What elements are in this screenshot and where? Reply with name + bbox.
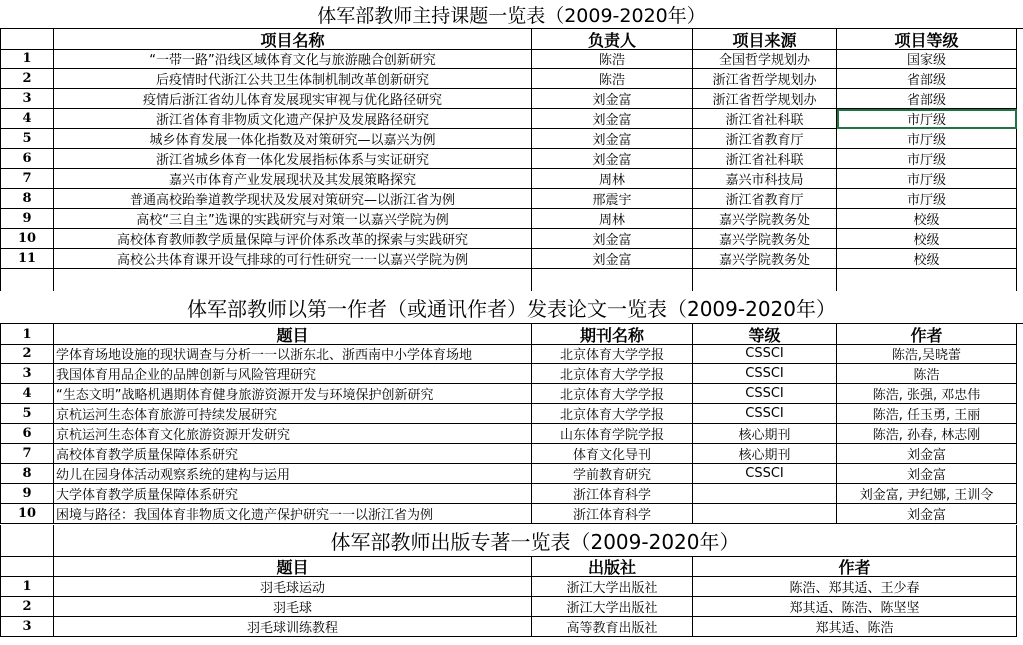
projects-leader-cell[interactable]: 陈浩 — [532, 69, 693, 89]
books-author-cell[interactable]: 陈浩、郑其适、王少春 — [693, 577, 1017, 597]
table-row — [0, 249, 1023, 269]
table-row — [0, 69, 1023, 89]
books-header-publisher[interactable]: 出版社 — [532, 557, 693, 577]
projects-header-level[interactable]: 项目等级 — [837, 29, 1017, 50]
books-no-cell[interactable]: 2 — [0, 597, 54, 617]
papers-no-cell[interactable]: 4 — [0, 384, 54, 404]
projects-source-cell[interactable]: 浙江省哲学规划办 — [693, 89, 837, 109]
papers-grade-cell[interactable]: CSSCI — [693, 464, 837, 484]
table-row — [0, 597, 1023, 617]
papers-journal-cell[interactable]: 北京体育大学学报 — [532, 384, 693, 404]
projects-leader-cell[interactable]: 刘金富 — [532, 89, 693, 109]
table-row — [0, 189, 1023, 209]
papers-no-cell[interactable]: 10 — [0, 504, 54, 524]
books-header-no[interactable] — [0, 557, 54, 577]
projects-name-cell[interactable]: 嘉兴市体育产业发展现状及其发展策略探究 — [54, 169, 532, 189]
papers-grade-cell[interactable]: 核心期刊 — [693, 424, 837, 444]
projects-level-cell[interactable]: 市厅级 — [837, 169, 1017, 189]
projects-name-cell[interactable]: 高校公共体育课开设气排球的可行性研究一一以嘉兴学院为例 — [54, 249, 532, 269]
papers-grade-cell[interactable]: CSSCI — [693, 384, 837, 404]
projects-name-cell[interactable]: 浙江省体育非物质文化遗产保护及发展路径研究 — [54, 109, 532, 129]
papers-no-cell[interactable]: 2 — [0, 344, 54, 364]
projects-source-cell[interactable]: 浙江省社科联 — [693, 109, 837, 129]
projects-name-cell[interactable]: 城乡体育发展一体化指数及对策研究—以嘉兴为例 — [54, 129, 532, 149]
projects-leader-cell[interactable]: 周林 — [532, 169, 693, 189]
projects-header-no[interactable] — [0, 29, 54, 50]
table-row — [0, 129, 1023, 149]
projects-no-cell[interactable]: 5 — [0, 129, 54, 149]
papers-author-cell[interactable]: 陈浩 — [837, 364, 1017, 384]
projects-title: 体军部教师主持课题一览表（2009-2020年） — [317, 4, 706, 27]
papers-author-cell[interactable]: 刘金富, 尹纪娜, 王训令 — [837, 484, 1017, 504]
papers-author-cell[interactable]: 陈浩, 任玉勇, 王丽 — [837, 404, 1017, 424]
projects-header-name[interactable]: 项目名称 — [54, 29, 532, 50]
projects-no-cell[interactable]: 2 — [0, 69, 54, 89]
books-author-cell[interactable]: 郑其适、陈浩 — [693, 617, 1017, 637]
papers-grade-cell[interactable]: CSSCI — [693, 364, 837, 384]
papers-grade-cell[interactable] — [693, 484, 837, 504]
projects-no-cell[interactable]: 8 — [0, 189, 54, 209]
projects-source-cell[interactable]: 全国哲学规划办 — [693, 49, 837, 69]
papers-no-cell[interactable]: 5 — [0, 404, 54, 424]
projects-no-cell[interactable]: 9 — [0, 209, 54, 229]
empty-cell[interactable] — [0, 269, 54, 291]
papers-journal-cell[interactable]: 学前教育研究 — [532, 464, 693, 484]
projects-source-cell[interactable]: 嘉兴学院教务处 — [693, 229, 837, 249]
projects-name-cell[interactable]: 疫情后浙江省幼儿体育发展现实审视与优化路径研究 — [54, 89, 532, 109]
books-title: 体军部教师出版专著一览表（2009-2020年） — [54, 525, 1017, 557]
table-row — [0, 109, 1023, 129]
papers-header-no[interactable]: 1 — [0, 324, 54, 345]
projects-name-cell[interactable]: 浙江省城乡体育一体化发展指标体系与实证研究 — [54, 149, 532, 169]
papers-grade-cell[interactable]: 核心期刊 — [693, 444, 837, 464]
projects-source-cell[interactable]: 浙江省哲学规划办 — [693, 69, 837, 89]
projects-no-cell[interactable]: 1 — [0, 49, 54, 69]
projects-level-cell[interactable]: 校级 — [837, 209, 1017, 229]
table-row — [0, 229, 1023, 249]
papers-no-cell[interactable]: 6 — [0, 424, 54, 444]
projects-no-cell[interactable]: 7 — [0, 169, 54, 189]
projects-leader-cell[interactable]: 周林 — [532, 209, 693, 229]
projects-level-cell[interactable]: 校级 — [837, 249, 1017, 269]
books-publisher-cell[interactable]: 高等教育出版社 — [532, 617, 693, 637]
projects-name-cell[interactable]: 普通高校跆拳道教学现状及发展对策研究—以浙江省为例 — [54, 189, 532, 209]
papers-author-cell[interactable]: 陈浩, 张强, 邓忠伟 — [837, 384, 1017, 404]
papers-journal-cell[interactable]: 浙江体育科学 — [532, 484, 693, 504]
table-row — [0, 49, 1023, 69]
projects-level-cell[interactable]: 市厅级 — [837, 129, 1017, 149]
papers-author-cell[interactable]: 刘金富 — [837, 464, 1017, 484]
papers-no-cell[interactable]: 3 — [0, 364, 54, 384]
papers-title-cell[interactable]: 困境与路径：我国体育非物质文化遗产保护研究一一以浙江省为例 — [54, 504, 532, 524]
books-title-cell[interactable]: 羽毛球训练教程 — [54, 617, 532, 637]
table-row — [0, 149, 1023, 169]
projects-leader-cell[interactable]: 刘金富 — [532, 229, 693, 249]
projects-name-cell[interactable]: “一带一路”沿线区域体育文化与旅游融合创新研究 — [54, 49, 532, 69]
projects-leader-cell[interactable]: 刘金富 — [532, 249, 693, 269]
books-no-cell[interactable]: 3 — [0, 617, 54, 637]
table-row — [0, 404, 1023, 424]
table-row — [0, 89, 1023, 109]
projects-source-cell[interactable]: 浙江省教育厅 — [693, 189, 837, 209]
papers-journal-cell[interactable]: 浙江体育科学 — [532, 504, 693, 524]
papers-title-cell[interactable]: 学体育场地设施的现状调查与分析一一以浙东北、浙西南中小学体育场地 — [54, 344, 532, 364]
projects-source-cell[interactable]: 浙江省教育厅 — [693, 129, 837, 149]
papers-title-cell[interactable]: “生态文明”战略机遇期体育健身旅游资源开发与环境保护创新研究 — [54, 384, 532, 404]
table-row — [0, 577, 1023, 597]
projects-leader-cell[interactable]: 刘金富 — [532, 149, 693, 169]
projects-header-source[interactable]: 项目来源 — [693, 29, 837, 50]
projects-no-cell[interactable]: 10 — [0, 229, 54, 249]
papers-journal-cell[interactable]: 山东体育学院学报 — [532, 424, 693, 444]
papers-journal-cell[interactable]: 体育文化导刊 — [532, 444, 693, 464]
projects-level-cell[interactable]: 市厅级 — [837, 109, 1017, 129]
papers-grade-cell[interactable] — [693, 504, 837, 524]
papers-header-grade[interactable]: 等级 — [693, 324, 837, 345]
books-title-row — [0, 525, 1023, 557]
table-row — [0, 384, 1023, 404]
papers-author-cell[interactable]: 刘金富 — [837, 444, 1017, 464]
table-row — [0, 344, 1023, 364]
books-header-title[interactable]: 题目 — [54, 557, 532, 577]
papers-title-cell[interactable]: 我国体育用品企业的品牌创新与风险管理研究 — [54, 364, 532, 384]
projects-name-cell[interactable]: 高校体育教师教学质量保障与评价体系改革的探索与实践研究 — [54, 229, 532, 249]
papers-header-row — [0, 323, 1023, 345]
papers-journal-cell[interactable]: 北京体育大学学报 — [532, 364, 693, 384]
projects-name-cell[interactable]: 后疫情时代浙江公共卫生体制机制改革创新研究 — [54, 69, 532, 89]
empty-cell[interactable] — [532, 269, 693, 291]
projects-name-cell[interactable]: 高校“三自主”选课的实践研究与对策一以嘉兴学院为例 — [54, 209, 532, 229]
books-no-cell[interactable]: 1 — [0, 577, 54, 597]
papers-no-cell[interactable]: 8 — [0, 464, 54, 484]
projects-no-cell[interactable]: 6 — [0, 149, 54, 169]
papers-title-cell[interactable]: 幼儿在园身体活动观察系统的建构与运用 — [54, 464, 532, 484]
books-header-author[interactable]: 作者 — [693, 557, 1017, 577]
projects-leader-cell[interactable]: 刘金富 — [532, 129, 693, 149]
projects-level-cell[interactable]: 国家级 — [837, 49, 1017, 69]
papers-author-cell[interactable]: 刘金富 — [837, 504, 1017, 524]
papers-title-cell[interactable]: 京杭运河生态体育旅游可持续发展研究 — [54, 404, 532, 424]
books-title-no-cell[interactable] — [0, 525, 54, 557]
table-row — [0, 617, 1023, 637]
projects-level-cell[interactable]: 市厅级 — [837, 189, 1017, 209]
projects-level-cell[interactable]: 市厅级 — [837, 149, 1017, 169]
empty-cell[interactable] — [54, 269, 532, 291]
projects-level-cell[interactable]: 省部级 — [837, 89, 1017, 109]
projects-header-leader[interactable]: 负责人 — [532, 29, 693, 50]
papers-grade-cell[interactable]: CSSCI — [693, 404, 837, 424]
papers-journal-cell[interactable]: 北京体育大学学报 — [532, 344, 693, 364]
papers-title: 体军部教师以第一作者（或通讯作者）发表论文一览表（2009-2020年） — [186, 296, 836, 321]
papers-journal-cell[interactable]: 北京体育大学学报 — [532, 404, 693, 424]
projects-no-cell[interactable]: 11 — [0, 249, 54, 269]
papers-header-journal[interactable]: 期刊名称 — [532, 324, 693, 345]
table-row — [0, 504, 1023, 524]
papers-title-cell[interactable]: 高校体育教学质量保障体系研究 — [54, 444, 532, 464]
papers-author-cell[interactable]: 陈浩,吴晓蕾 — [837, 344, 1017, 364]
projects-no-cell[interactable]: 3 — [0, 89, 54, 109]
empty-cell[interactable] — [837, 269, 1017, 291]
empty-cell[interactable] — [693, 269, 837, 291]
projects-header-row — [0, 28, 1023, 50]
papers-title-cell[interactable]: 京杭运河生态体育文化旅游资源开发研究 — [54, 424, 532, 444]
papers-header-author[interactable]: 作者 — [837, 324, 1017, 345]
table-row — [0, 364, 1023, 384]
papers-title-cell[interactable]: 大学体育教学质量保障体系研究 — [54, 484, 532, 504]
projects-level-cell[interactable]: 校级 — [837, 229, 1017, 249]
table-row — [0, 444, 1023, 464]
projects-leader-cell[interactable]: 陈浩 — [532, 49, 693, 69]
books-header-row — [0, 557, 1023, 577]
projects-no-cell[interactable]: 4 — [0, 109, 54, 129]
books-author-cell[interactable]: 郑其适、陈浩、陈坚坚 — [693, 597, 1017, 617]
books-title-cell[interactable]: 羽毛球运动 — [54, 577, 532, 597]
papers-grade-cell[interactable]: CSSCI — [693, 344, 837, 364]
table-row-empty — [0, 269, 1023, 291]
table-row — [0, 209, 1023, 229]
table-row — [0, 169, 1023, 189]
projects-level-cell[interactable]: 省部级 — [837, 69, 1017, 89]
projects-source-cell[interactable]: 嘉兴学院教务处 — [693, 209, 837, 229]
projects-leader-cell[interactable]: 邢震宇 — [532, 189, 693, 209]
books-title-cell[interactable]: 羽毛球 — [54, 597, 532, 617]
projects-source-cell[interactable]: 浙江省社科联 — [693, 149, 837, 169]
table-row — [0, 464, 1023, 484]
table-row — [0, 484, 1023, 504]
papers-no-cell[interactable]: 9 — [0, 484, 54, 504]
projects-source-cell[interactable]: 嘉兴市科技局 — [693, 169, 837, 189]
papers-author-cell[interactable]: 陈浩, 孙春, 林志刚 — [837, 424, 1017, 444]
projects-leader-cell[interactable]: 刘金富 — [532, 109, 693, 129]
papers-header-title[interactable]: 题目 — [54, 324, 532, 345]
projects-source-cell[interactable]: 嘉兴学院教务处 — [693, 249, 837, 269]
books-publisher-cell[interactable]: 浙江大学出版社 — [532, 577, 693, 597]
table-row — [0, 424, 1023, 444]
papers-no-cell[interactable]: 7 — [0, 444, 54, 464]
books-publisher-cell[interactable]: 浙江大学出版社 — [532, 597, 693, 617]
